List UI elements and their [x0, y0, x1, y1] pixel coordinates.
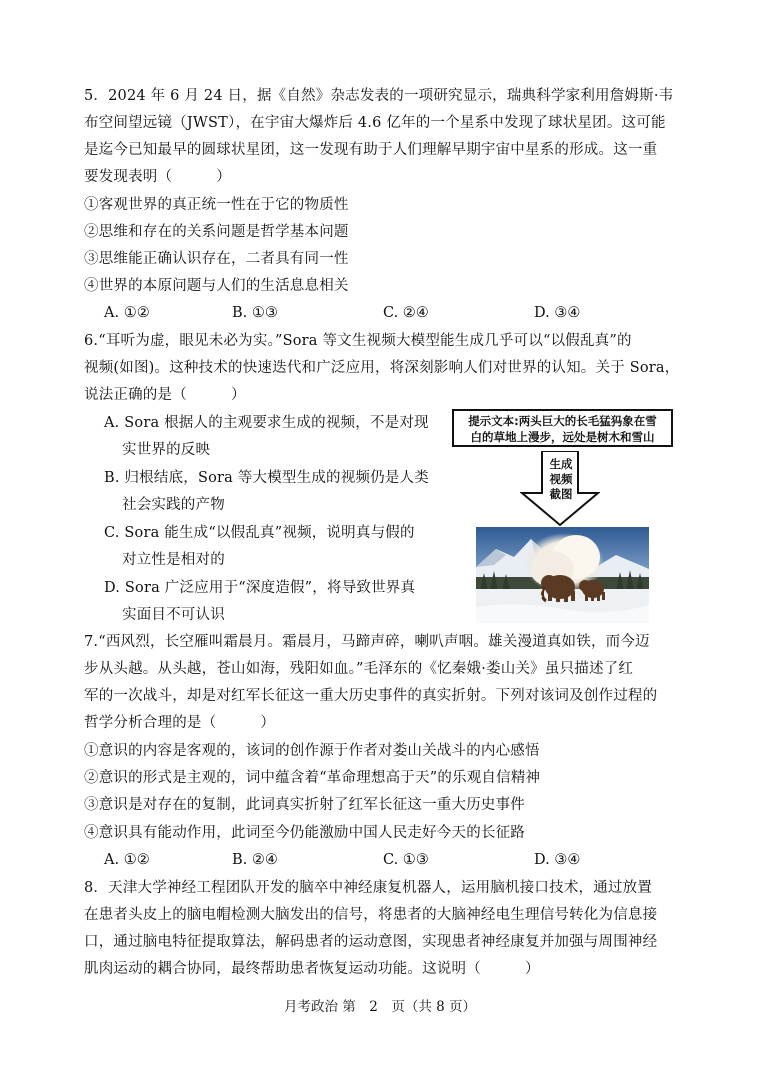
- question-6-option-b-cont: 社会实践的产物: [122, 497, 225, 513]
- option-c: C. ①③: [383, 852, 429, 868]
- option-b: B. ①③: [232, 305, 278, 321]
- option-d: D. ③④: [534, 852, 581, 868]
- question-5-stem-line: 5．2024 年 6 月 24 日，据《自然》杂志发表的一项研究显示，瑞典科学家利用詹姆斯·韦: [84, 88, 674, 104]
- question-7-stem-line: 步从头越。从头越，苍山如海，残阳如血。”毛泽东的《忆秦娥·娄山关》虽只描述了红: [84, 661, 634, 677]
- question-5-stem-line: 要发现表明（ ）: [84, 169, 231, 185]
- question-5-statement: ②思维和存在的关系问题是哲学基本问题: [84, 224, 349, 240]
- question-6-option-c-cont: 对立性是相对的: [122, 552, 225, 568]
- arrow-label: [546, 457, 576, 502]
- question-6-stem-line: 6.“耳听为虚，眼见未必为实。”Sora 等文生视频大模型能生成几乎可以“以假乱真”的: [84, 333, 632, 349]
- question-7-stem-line: 军的一次战斗，却是对红军长征这一重大历史事件的真实折射。下列对该词及创作过程的: [84, 688, 658, 704]
- question-7-statement: ②意识的形式是主观的，词中蕴含着“革命理想高于天”的乐观自信精神: [84, 770, 541, 786]
- question-6-option-d-cont: 实面目不可认识: [122, 607, 225, 623]
- question-8-stem-line: 口，通过脑电特征提取算法，解码患者的运动意图，实现患者神经康复并加强与周围神经: [84, 934, 658, 950]
- option-a: A. ①②: [104, 852, 150, 868]
- question-6-stem-line: 说法正确的是（ ）: [84, 387, 246, 403]
- question-7-statement: ①意识的内容是客观的，该词的创作源于作者对娄山关战斗的内心感悟: [84, 743, 540, 759]
- question-8-stem-line: 肌肉运动的耦合协同，最终帮助患者恢复运动功能。这说明（ ）: [84, 961, 540, 977]
- question-6-option-a: A. Sora 根据人的主观要求生成的视频，不是对现: [104, 415, 429, 431]
- option-c: C. ②④: [383, 305, 429, 321]
- prompt-text-line: 白的草地上漫步，远处是树木和雪山: [470, 430, 655, 444]
- question-5-statement: ③思维能正确认识存在，二者具有同一性: [84, 251, 349, 267]
- arrow-label-line: 视频: [549, 472, 573, 486]
- option-b: B. ②④: [232, 852, 278, 868]
- question-8-stem-line: 8．天津大学神经工程团队开发的脑卒中神经康复机器人，运用脑机接口技术，通过放置: [84, 880, 653, 896]
- mammoth-video-screenshot: [476, 527, 649, 623]
- page-footer: 月考政治 第 2 页（共 8 页）: [283, 999, 477, 1015]
- question-6-option-b: B. 归根结底，Sora 等大模型生成的视频仍是人类: [104, 470, 429, 486]
- question-6-stem-line: 视频(如图)。这种技术的快速迭代和广泛应用，将深刻影响人们对世界的认知。关于 Sora，: [84, 360, 680, 376]
- question-6-option-d: D. Sora 广泛应用于“深度造假”，将导致世界真: [104, 580, 416, 596]
- question-7-statement: ④意识具有能动作用，此词至今仍能激励中国人民走好今天的长征路: [84, 825, 525, 841]
- arrow-label-line: 截图: [549, 487, 573, 501]
- prompt-text-box: [452, 409, 673, 447]
- question-7-statement: ③意识是对存在的复制，此词真实折射了红军长征这一重大历史事件: [84, 797, 525, 813]
- question-7-stem-line: 7.“西风烈，长空雁叫霜晨月。霜晨月，马蹄声碎，喇叭声咽。雄关漫道真如铁，而今迈: [84, 634, 650, 650]
- prompt-text-line: 提示文本:两头巨大的长毛猛犸象在雪: [468, 414, 657, 428]
- question-5-statement: ①客观世界的真正统一性在于它的物质性: [84, 197, 349, 213]
- option-d: D. ③④: [534, 305, 581, 321]
- question-6-option-a-cont: 实世界的反映: [122, 442, 211, 458]
- question-5-statement: ④世界的本原问题与人们的生活息息相关: [84, 278, 349, 294]
- arrow-label-line: 生成: [549, 457, 573, 471]
- question-6-option-c: C. Sora 能生成“以假乱真”视频，说明真与假的: [104, 525, 415, 541]
- question-5-stem-line: 布空间望远镜（JWST），在宇宙大爆炸后 4.6 亿年的一个星系中发现了球状星团。这可能: [84, 115, 666, 131]
- question-7-stem-line: 哲学分析合理的是（ ）: [84, 715, 276, 731]
- question-5-stem-line: 是迄今已知最早的圆球状星团，这一发现有助于人们理解早期宇宙中星系的形成。这一重: [84, 142, 658, 158]
- option-a: A. ①②: [104, 305, 150, 321]
- question-8-stem-line: 在患者头皮上的脑电帽检测大脑发出的信号，将患者的大脑神经电生理信号转化为信息接: [84, 907, 658, 923]
